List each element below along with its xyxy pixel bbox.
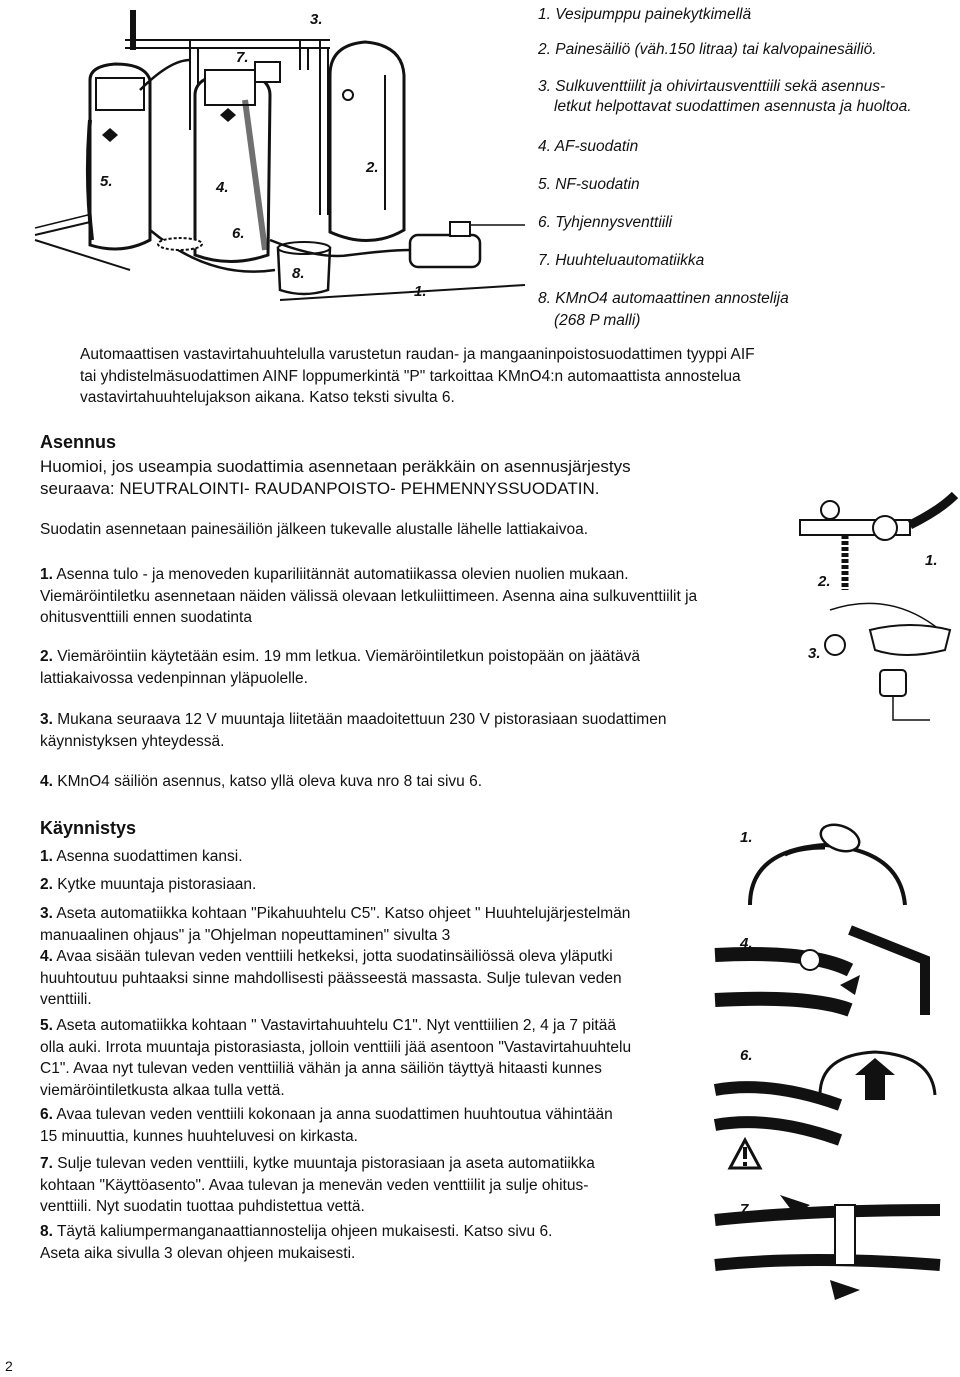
step-line: Sulje tulevan veden venttiili, kytke muuntaja pistorasiaan ja aseta automatiikka xyxy=(57,1155,595,1172)
step-line: viemäröintiletkusta alkaa tulla vettä. xyxy=(40,1081,285,1099)
intro-line: Automaattisen vastavirtahuuhtelulla varustetun raudan- ja mangaaninpoistosuodattimen tyyppi AIF xyxy=(80,346,755,363)
legend-item: 2. Painesäiliö (väh.150 litraa) tai kalvopainesäiliö. xyxy=(538,41,877,58)
kaynnistys-step-3 xyxy=(40,903,630,946)
fig-label-1: 1. xyxy=(414,283,427,300)
step-line: huuhtoutuu puhtaaksi sinne mahdollisesti päässeestä massasta. Sulje tulevan veden xyxy=(40,969,622,987)
fig-label-3: 3. xyxy=(310,11,323,28)
legend-item: (268 P malli) xyxy=(554,312,641,329)
legend-item: 1. Vesipumppu painekytkimellä xyxy=(538,6,752,23)
step-line: Aseta automatiikka kohtaan "Pikahuuhtelu C5". Katso ohjeet " Huuhtelujärjestelmän xyxy=(56,905,631,922)
step-line: kohtaan "Käyttöasento". Avaa tulevan ja menevän veden venttiilit ja sulje ohitus- xyxy=(40,1176,589,1194)
step-line: Viemäröintiin käytetään esim. 19 mm letkua. Viemäröintiletkun poistopään on jäätävä xyxy=(57,648,640,665)
step-line: 15 minuuttia, kunnes huuhteluvesi on kirkasta. xyxy=(40,1127,358,1145)
step-line: Mukana seuraava 12 V muuntaja liitetään maadoitettuun 230 V pistorasiaan suodattimen xyxy=(57,711,667,728)
fig-label-8: 8. xyxy=(292,265,305,282)
step-line: KMnO4 säiliön asennus, katso yllä oleva kuva nro 8 tai sivu 6. xyxy=(57,773,483,790)
step-line: Aseta aika sivulla 3 olevan ohjeen mukaisesti. xyxy=(40,1244,356,1262)
step-number: 4. xyxy=(40,948,53,965)
asennus-step-2 xyxy=(40,646,790,689)
step-line: Avaa tulevan veden venttiili kokonaan ja anna suodattimen huuhtoutua vähintään xyxy=(56,1106,613,1123)
step-number: 2. xyxy=(40,876,53,893)
intro-line: tai yhdistelmäsuodattimen AINF loppumerkintä "P" tarkoittaa KMnO4:n automaattista annostelua xyxy=(80,367,741,385)
asennus-step-4 xyxy=(40,771,790,793)
step-line: Aseta automatiikka kohtaan " Vastavirtahuuhtelu C1". Nyt venttiilien 2, 4 ja 7 pitää xyxy=(56,1017,616,1034)
install-label-3: 3. xyxy=(808,645,821,662)
asennus-heading: Asennus xyxy=(40,432,117,452)
valve-connection-illustration xyxy=(790,480,960,730)
fig-label-5: 5. xyxy=(100,173,113,190)
kaynnistys-step-7 xyxy=(40,1153,595,1218)
legend-item: letkut helpottavat suodattimen asennusta ja huoltoa. xyxy=(554,98,912,115)
lead-line: seuraava: NEUTRALOINTI- RAUDANPOISTO- PEHMENNYSSUODATIN. xyxy=(40,479,600,498)
page-number: 2 xyxy=(5,1358,13,1374)
step-number: 4. xyxy=(40,773,53,790)
kaynnistys-step-6 xyxy=(40,1104,613,1147)
fig-label-2: 2. xyxy=(366,159,379,176)
step-number: 6. xyxy=(40,1106,53,1123)
installation-illustration xyxy=(30,0,530,310)
step-line: ohitusventtiili ennen suodatinta xyxy=(40,609,252,626)
intro-paragraph xyxy=(80,344,850,409)
step-number: 8. xyxy=(40,1223,53,1240)
kaynnistys-step-5 xyxy=(40,1015,631,1101)
legend-item: 7. Huuhteluautomatiikka xyxy=(538,252,705,269)
install-label-2: 2. xyxy=(818,573,831,590)
kaynnistys-step-1 xyxy=(40,846,243,868)
startup-illustrations xyxy=(710,810,960,1305)
step-line: Asenna suodattimen kansi. xyxy=(56,848,243,865)
startup-label-4: 4. xyxy=(740,935,753,952)
lead-line: Huomioi, jos useampia suodattimia asennetaan peräkkäin on asennusjärjestys xyxy=(40,457,631,476)
step-line: C1". Avaa nyt tulevan veden venttiiliä vähän ja anna säiliön täyttyä hitaasti kunnes xyxy=(40,1060,602,1077)
startup-label-1: 1. xyxy=(740,829,753,846)
kaynnistys-step-4 xyxy=(40,946,622,1011)
step-line: venttiili. Nyt suodatin tuottaa puhdistettua vettä. xyxy=(40,1198,365,1215)
step-line: venttiili. xyxy=(40,991,92,1008)
kaynnistys-step-2 xyxy=(40,874,256,896)
step-line: olla auki. Irrota muuntaja pistorasiasta, jolloin venttiili jää asentoon "Vastavirtahuuhtelu xyxy=(40,1038,632,1056)
step-line: manuaalinen ohjaus" ja "Ohjelman nopeuttaminen" sivulta 3 xyxy=(40,926,451,944)
step-line: Täytä kaliumpermanganaattiannostelija ohjeen mukaisesti. Katso sivu 6. xyxy=(56,1223,553,1240)
startup-label-6: 6. xyxy=(740,1047,753,1064)
fig-label-7: 7. xyxy=(236,49,249,66)
kaynnistys-step-8 xyxy=(40,1221,552,1264)
step-line: käynnistyksen yhteydessä. xyxy=(40,732,225,750)
step-number: 1. xyxy=(40,566,53,583)
fig-label-4: 4. xyxy=(216,179,229,196)
legend-item: 6. Tyhjennysventtiili xyxy=(538,214,673,231)
step-line: Kytke muuntaja pistorasiaan. xyxy=(57,876,257,893)
startup-label-7: 7. xyxy=(740,1201,753,1218)
asennus-lead xyxy=(40,456,631,500)
step-line: Asenna tulo - ja menoveden kupariliitännät automatiikassa olevien nuolien mukaan. xyxy=(56,566,629,583)
legend-item: 8. KMnO4 automaattinen annostelija xyxy=(538,290,789,307)
step-line: lattiakaivossa vedenpinnan yläpuolelle. xyxy=(40,669,308,687)
kaynnistys-heading: Käynnistys xyxy=(40,818,137,838)
fig-label-6: 6. xyxy=(232,225,245,242)
step-number: 5. xyxy=(40,1017,53,1034)
step-number: 3. xyxy=(40,711,53,728)
asennus-step-1 xyxy=(40,564,790,629)
asennus-intro: Suodatin asennetaan painesäiliön jälkeen tukevalle alustalle lähelle lattiakaivoa. xyxy=(40,521,589,538)
step-number: 2. xyxy=(40,648,53,665)
asennus-step-3 xyxy=(40,709,790,752)
legend-item: 3. Sulkuventtiilit ja ohivirtausventtiili sekä asennus- xyxy=(538,78,886,95)
step-number: 3. xyxy=(40,905,53,922)
step-line: Avaa sisään tulevan veden venttiili hetkeksi, jotta suodatinsäiliössä oleva yläputki xyxy=(56,948,613,965)
legend-item: 5. NF-suodatin xyxy=(538,176,640,193)
legend-item: 4. AF-suodatin xyxy=(538,138,639,155)
intro-line: vastavirtahuuhtelujakson aikana. Katso teksti sivulta 6. xyxy=(80,389,455,406)
step-number: 1. xyxy=(40,848,53,865)
step-number: 7. xyxy=(40,1155,53,1172)
install-label-1: 1. xyxy=(925,552,938,569)
step-line: Viemäröintiletku asennetaan näiden välissä olevaan letkuliittimeen. Asenna aina sulkuventtiilit ja xyxy=(40,587,698,605)
